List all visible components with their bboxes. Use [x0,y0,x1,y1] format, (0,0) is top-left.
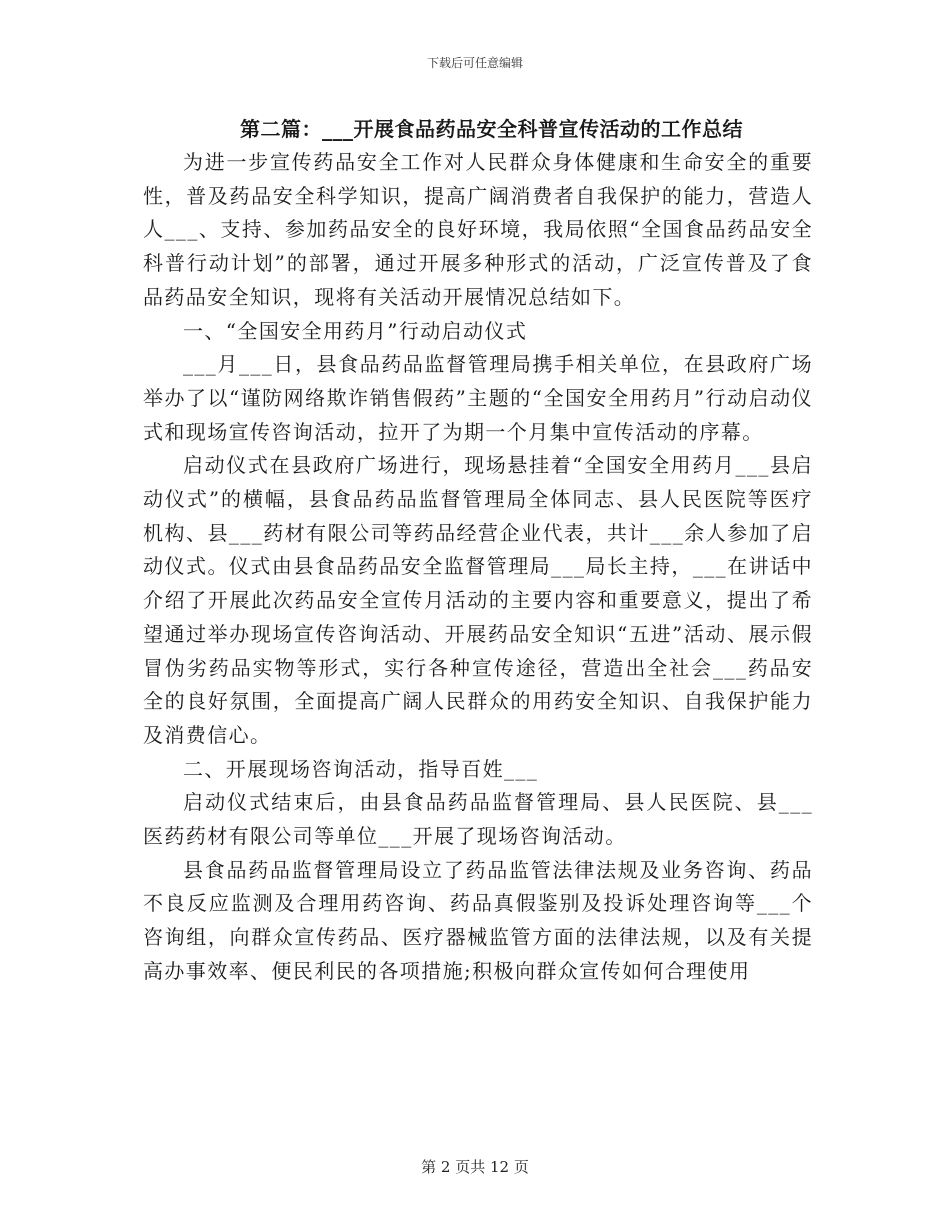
header-note: 下载后可任意编辑 [426,56,523,70]
page-number: 第 2 页共 12 页 [421,1158,529,1176]
paragraph-ceremony: 启动仪式在县政府广场进行，现场悬挂着“全国安全用药月___县启动仪式”的横幅，县食品药品监督管理局全体同志、县人民医院等医疗机构、县___药材有限公司等药品经营企业代表，共计___余人参加了启动仪式。仪式由县食品药品安全监督管理局___局长主持，___在讲话中介绍了开展此次药品安全宣传月活动的主要内容和重要意义，提出了希望通过举办现场宣传咨询活动、开展药品安全知识“五进”活动、展示假冒伪劣药品实物等形式，实行各种宣传途径，营造出全社会___药品安全的良好氛围，全面提高广阔人民群众的用药安全知识、自我保护能力及消费信心。 [143,453,813,747]
paragraph-consult: 启动仪式结束后，由县食品药品监督管理局、县人民医院、县___医药药材有限公司等单位___开展了现场咨询活动。 [143,790,813,849]
section-heading-2: 二、开展现场咨询活动，指导百姓___ [183,756,539,781]
paragraph-intro: 为进一步宣传药品安全工作对人民群众身体健康和生命安全的重要性，普及药品安全科学知识，提高广阔消费者自我保护的能力，营造人人___、支持、参加药品安全的良好环境，我局依照“全国食品药品安全科普行动计划”的部署，通过开展多种形式的活动，广泛宣传普及了食品药品安全知识，现将有关活动开展情况总结如下。 [143,150,813,309]
document-body [143,146,813,989]
paragraph-groups: 县食品药品监督管理局设立了药品监管法律法规及业务咨询、药品不良反应监测及合理用药咨询、药品真假鉴别及投诉处理咨询等___个咨询组，向群众宣传药品、医疗器械监管方面的法律法规，以及有关提高办事效率、便民利民的各项措施;积极向群众宣传如何合理使用 [143,857,813,983]
section-heading-1: 一、“全国安全用药月”行动启动仪式 [183,318,528,343]
document-title: 第二篇：___开展食品药品安全科普宣传活动的工作总结 [240,117,743,141]
paragraph-launch: ___月___日，县食品药品监督管理局携手相关单位，在县政府广场举办了以“谨防网络欺诈销售假药”主题的“全国安全用药月”行动启动仪式和现场宣传咨询活动，拉开了为期一个月集中宣传活动的序幕。 [143,352,813,444]
